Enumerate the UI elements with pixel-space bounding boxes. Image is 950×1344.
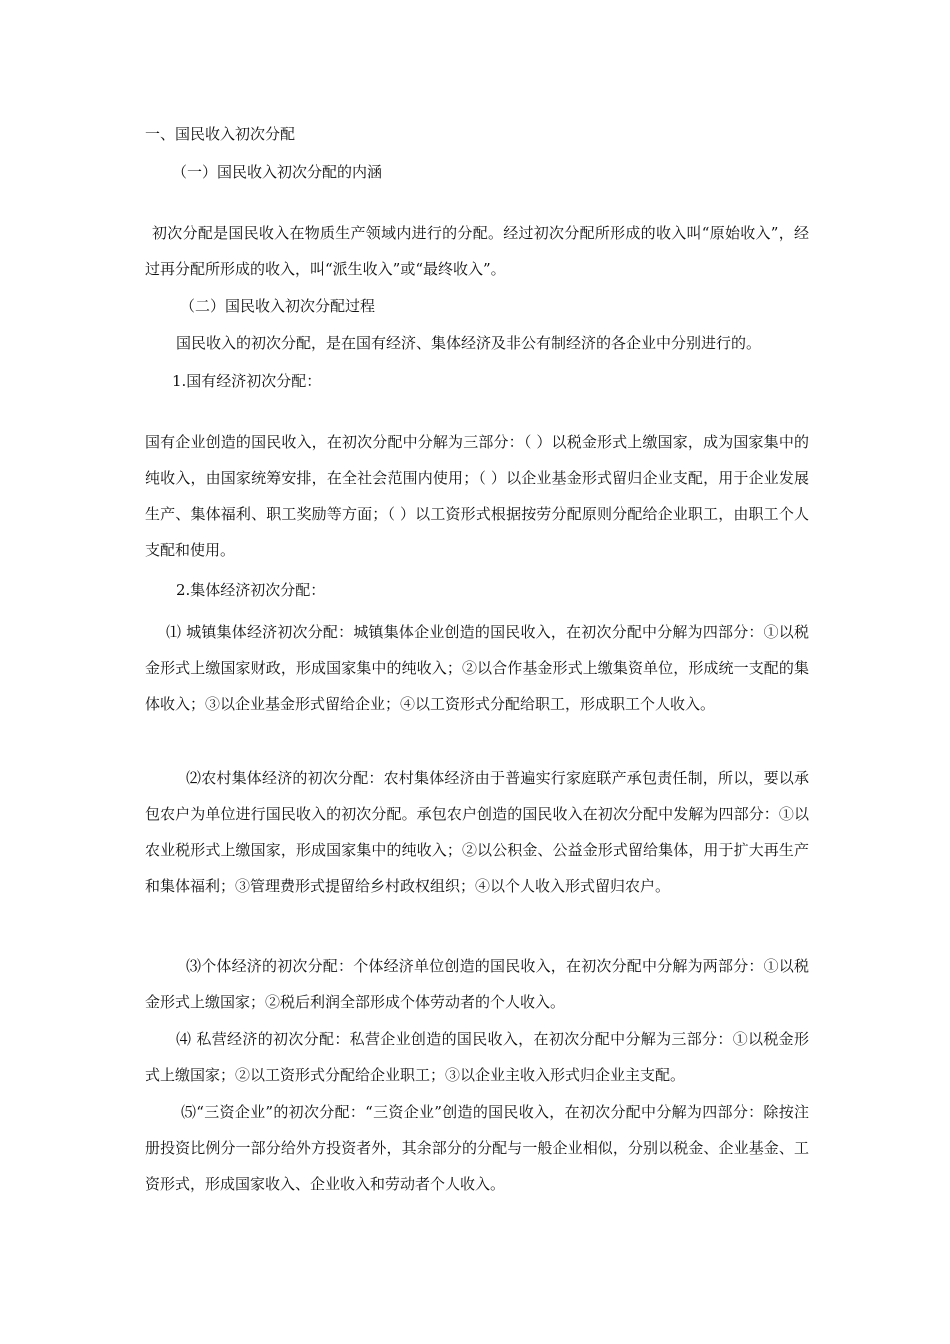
subsection-heading-1: （一）国民收入初次分配的内涵	[172, 163, 383, 181]
paragraph-rural-collective: ⑵农村集体经济的初次分配：农村集体经济由于普遍实行家庭联产承包责任制，所以，要以承包农户为单位进行国民收入的初次分配。承包农户创造的国民收入在初次分配中发解为四部分：①以农业税形式上缴国家，形成国家集中的纯收入；②以公积金、公益金形式留给集体，用于扩大再生产和集体福利；③管理费形式提留给乡村政权组织；④以个人收入形式留归农户。	[145, 769, 809, 895]
paragraph-private-economy: ⑷ 私营经济的初次分配：私营企业创造的国民收入，在初次分配中分解为三部分：①以税金形式上缴国家；②以工资形式分配给企业职工；③以企业主收入形式归企业主支配。	[145, 1030, 809, 1084]
paragraph-overview: 国民收入的初次分配，是在国有经济、集体经济及非公有制经济的各企业中分别进行的。	[176, 334, 762, 352]
paragraph-individual-economy: ⑶个体经济的初次分配：个体经济单位创造的国民收入，在初次分配中分解为两部分：①以税金形式上缴国家；②税后利润全部形成个体劳动者的个人收入。	[145, 957, 809, 1011]
section-heading: 一、国民收入初次分配	[145, 125, 296, 143]
subsection-heading-2: （二）国民收入初次分配过程	[180, 297, 376, 315]
paragraph-foreign-enterprises: ⑸“三资企业”的初次分配：“三资企业”创造的国民收入，在初次分配中分解为四部分：除按注册投资比例分一部分给外方投资者外，其余部分的分配与一般企业相似，分别以税金、企业基金、工资形式，形成国家收入、企业收入和劳动者个人收入。	[145, 1103, 809, 1193]
item-heading-state: 1.国有经济初次分配：	[172, 372, 322, 390]
item-heading-collective: 2.集体经济初次分配：	[176, 581, 326, 599]
paragraph-state-economy: 国有企业创造的国民收入，在初次分配中分解为三部分：（ ）以税金形式上缴国家，成为国家集中的纯收入，由国家统筹安排，在全社会范围内使用；（ ）以企业基金形式留归企业支配，用于企业发展生产、集体福利、职工奖励等方面；（ ）以工资形式根据按劳分配原则分配给企业职工，由职工个人支配和使用。	[145, 433, 809, 559]
paragraph-urban-collective: ⑴ 城镇集体经济初次分配：城镇集体企业创造的国民收入，在初次分配中分解为四部分：①以税金形式上缴国家财政，形成国家集中的纯收入；②以合作基金形式上缴集资单位，形成统一支配的集体收入；③以企业基金形式留给企业；④以工资形式分配给职工，形成职工个人收入。	[145, 623, 809, 713]
paragraph-definition: 初次分配是国民收入在物质生产领域内进行的分配。经过初次分配所形成的收入叫“原始收入”，经过再分配所形成的收入，叫“派生收入”或“最终收入”。	[145, 224, 809, 278]
